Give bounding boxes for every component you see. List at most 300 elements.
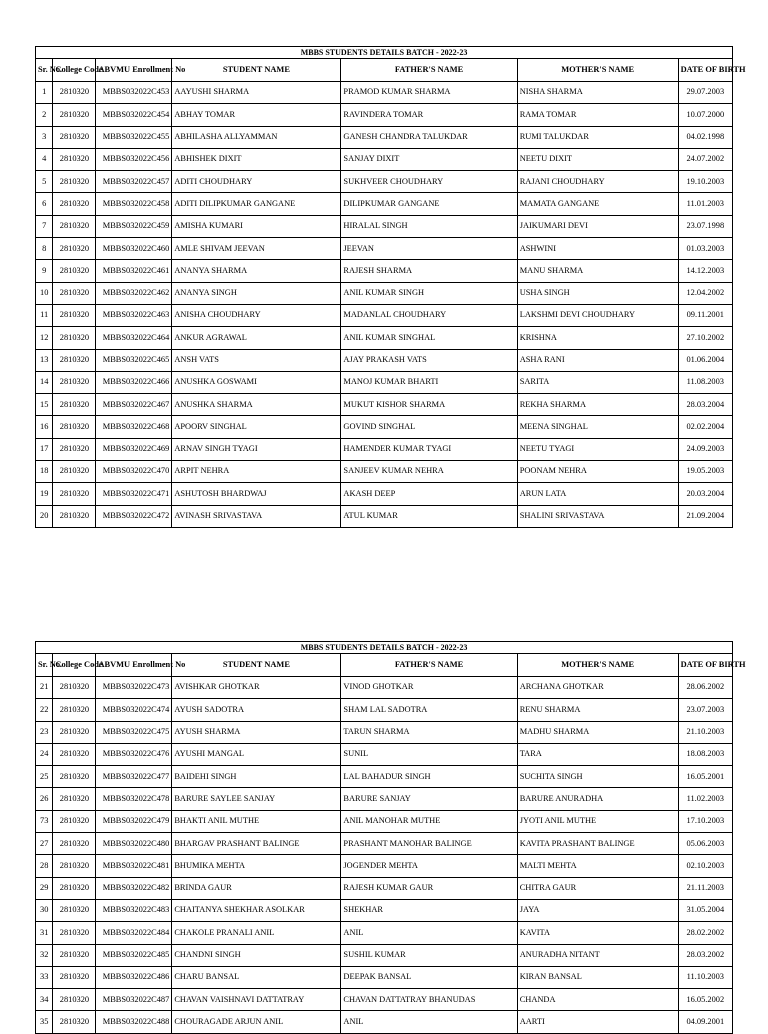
cell-date-of-birth: 28.06.2002 — [678, 677, 732, 699]
table-row — [36, 82, 733, 104]
cell-date-of-birth: 12.04.2002 — [678, 282, 732, 304]
cell-date-of-birth: 28.02.2002 — [678, 922, 732, 944]
table-row — [36, 721, 733, 743]
cell-mother-name: RAJANI CHOUDHARY — [517, 171, 678, 193]
cell-date-of-birth: 01.06.2004 — [678, 349, 732, 371]
cell-father-name: PRASHANT MANOHAR BALINGE — [341, 833, 517, 855]
cell-father-name: TARUN SHARMA — [341, 721, 517, 743]
table-row — [36, 699, 733, 721]
cell-mother-name: MEENA SINGHAL — [517, 416, 678, 438]
cell-student-name: CHAITANYA SHEKHAR ASOLKAR — [172, 899, 341, 921]
table-row — [36, 483, 733, 505]
cell-father-name: SHEKHAR — [341, 899, 517, 921]
cell-college-code: 2810320 — [53, 833, 96, 855]
cell-enrollment-no: MBBS032022C474 — [96, 699, 172, 721]
cell-student-name: CHOURAGADE ARJUN ANIL — [172, 1011, 341, 1033]
cell-student-name: ANANYA SINGH — [172, 282, 341, 304]
cell-date-of-birth: 27.10.2002 — [678, 327, 732, 349]
cell-sr-no: 1 — [36, 82, 53, 104]
cell-mother-name: BARURE ANURADHA — [517, 788, 678, 810]
table-row — [36, 877, 733, 899]
cell-father-name: MUKUT KISHOR SHARMA — [341, 394, 517, 416]
table-row — [36, 989, 733, 1011]
cell-date-of-birth: 19.05.2003 — [678, 461, 732, 483]
table-row — [36, 743, 733, 765]
cell-sr-no: 21 — [36, 677, 53, 699]
cell-date-of-birth: 09.11.2001 — [678, 304, 732, 326]
cell-enrollment-no: MBBS032022C481 — [96, 855, 172, 877]
cell-enrollment-no: MBBS032022C477 — [96, 766, 172, 788]
cell-enrollment-no: MBBS032022C480 — [96, 833, 172, 855]
cell-date-of-birth: 02.02.2004 — [678, 416, 732, 438]
cell-student-name: AAYUSHI SHARMA — [172, 82, 341, 104]
column-header-row — [36, 59, 733, 82]
cell-college-code: 2810320 — [53, 349, 96, 371]
table-row — [36, 1011, 733, 1033]
table-title: MBBS STUDENTS DETAILS BATCH - 2022-23 — [36, 47, 733, 59]
cell-student-name: CHAKOLE PRANALI ANIL — [172, 922, 341, 944]
cell-father-name: DEEPAK BANSAL — [341, 966, 517, 988]
table-row — [36, 215, 733, 237]
cell-student-name: ABHISHEK DIXIT — [172, 148, 341, 170]
cell-mother-name: KAVITA PRASHANT BALINGE — [517, 833, 678, 855]
cell-college-code: 2810320 — [53, 989, 96, 1011]
table-row — [36, 833, 733, 855]
header-date-of-birth: DATE OF BIRTH — [678, 59, 732, 82]
table-title-row — [36, 642, 733, 654]
cell-enrollment-no: MBBS032022C472 — [96, 505, 172, 527]
cell-father-name: RAJESH SHARMA — [341, 260, 517, 282]
cell-student-name: AMLE SHIVAM JEEVAN — [172, 238, 341, 260]
cell-date-of-birth: 11.08.2003 — [678, 371, 732, 393]
cell-sr-no: 12 — [36, 327, 53, 349]
cell-student-name: ANISHA CHOUDHARY — [172, 304, 341, 326]
cell-father-name: ANIL MANOHAR MUTHE — [341, 810, 517, 832]
cell-sr-no: 5 — [36, 171, 53, 193]
cell-college-code: 2810320 — [53, 505, 96, 527]
cell-mother-name: NEETU DIXIT — [517, 148, 678, 170]
cell-student-name: AMISHA KUMARI — [172, 215, 341, 237]
cell-enrollment-no: MBBS032022C465 — [96, 349, 172, 371]
header-sr-no: Sr. No. — [36, 59, 53, 82]
cell-enrollment-no: MBBS032022C457 — [96, 171, 172, 193]
cell-date-of-birth: 02.10.2003 — [678, 855, 732, 877]
header-student-name: STUDENT NAME — [172, 654, 341, 677]
cell-father-name: DILIPKUMAR GANGANE — [341, 193, 517, 215]
cell-sr-no: 10 — [36, 282, 53, 304]
cell-father-name: ATUL KUMAR — [341, 505, 517, 527]
table-row — [36, 766, 733, 788]
cell-date-of-birth: 14.12.2003 — [678, 260, 732, 282]
cell-college-code: 2810320 — [53, 788, 96, 810]
cell-college-code: 2810320 — [53, 721, 96, 743]
cell-enrollment-no: MBBS032022C461 — [96, 260, 172, 282]
cell-enrollment-no: MBBS032022C462 — [96, 282, 172, 304]
cell-sr-no: 31 — [36, 922, 53, 944]
cell-college-code: 2810320 — [53, 238, 96, 260]
cell-college-code: 2810320 — [53, 416, 96, 438]
cell-student-name: APOORV SINGHAL — [172, 416, 341, 438]
cell-father-name: GANESH CHANDRA TALUKDAR — [341, 126, 517, 148]
cell-sr-no: 3 — [36, 126, 53, 148]
cell-college-code: 2810320 — [53, 394, 96, 416]
cell-college-code: 2810320 — [53, 282, 96, 304]
cell-father-name: SUSHIL KUMAR — [341, 944, 517, 966]
cell-enrollment-no: MBBS032022C470 — [96, 461, 172, 483]
header-father-name: FATHER'S NAME — [341, 59, 517, 82]
cell-date-of-birth: 18.08.2003 — [678, 743, 732, 765]
cell-sr-no: 15 — [36, 394, 53, 416]
cell-college-code: 2810320 — [53, 260, 96, 282]
cell-student-name: ANKUR AGRAWAL — [172, 327, 341, 349]
table-row — [36, 327, 733, 349]
cell-sr-no: 9 — [36, 260, 53, 282]
cell-date-of-birth: 23.07.1998 — [678, 215, 732, 237]
cell-date-of-birth: 17.10.2003 — [678, 810, 732, 832]
cell-enrollment-no: MBBS032022C483 — [96, 899, 172, 921]
header-sr-no: Sr. No. — [36, 654, 53, 677]
cell-student-name: BAIDEHI SINGH — [172, 766, 341, 788]
cell-student-name: ADITI CHOUDHARY — [172, 171, 341, 193]
cell-student-name: BARURE SAYLEE SANJAY — [172, 788, 341, 810]
cell-college-code: 2810320 — [53, 371, 96, 393]
cell-sr-no: 7 — [36, 215, 53, 237]
cell-date-of-birth: 21.11.2003 — [678, 877, 732, 899]
cell-student-name: CHAVAN VAISHNAVI DATTATRAY — [172, 989, 341, 1011]
cell-mother-name: KAVITA — [517, 922, 678, 944]
cell-father-name: ANIL — [341, 922, 517, 944]
cell-father-name: GOVIND SINGHAL — [341, 416, 517, 438]
cell-date-of-birth: 01.03.2003 — [678, 238, 732, 260]
cell-enrollment-no: MBBS032022C479 — [96, 810, 172, 832]
cell-student-name: BRINDA GAUR — [172, 877, 341, 899]
table-row — [36, 282, 733, 304]
cell-father-name: ANIL KUMAR SINGHAL — [341, 327, 517, 349]
cell-father-name: JEEVAN — [341, 238, 517, 260]
header-enrollment-no: ABVMU Enrollment No — [96, 59, 172, 82]
cell-mother-name: ARCHANA GHOTKAR — [517, 677, 678, 699]
cell-student-name: AYUSH SHARMA — [172, 721, 341, 743]
cell-enrollment-no: MBBS032022C475 — [96, 721, 172, 743]
cell-college-code: 2810320 — [53, 699, 96, 721]
cell-date-of-birth: 16.05.2001 — [678, 766, 732, 788]
cell-mother-name: REKHA SHARMA — [517, 394, 678, 416]
cell-father-name: BARURE SANJAY — [341, 788, 517, 810]
cell-enrollment-no: MBBS032022C458 — [96, 193, 172, 215]
cell-student-name: BHUMIKA MEHTA — [172, 855, 341, 877]
cell-mother-name: JYOTI ANIL MUTHE — [517, 810, 678, 832]
cell-enrollment-no: MBBS032022C488 — [96, 1011, 172, 1033]
cell-date-of-birth: 29.07.2003 — [678, 82, 732, 104]
cell-father-name: MADANLAL CHOUDHARY — [341, 304, 517, 326]
cell-date-of-birth: 05.06.2003 — [678, 833, 732, 855]
header-mother-name: MOTHER'S NAME — [517, 654, 678, 677]
cell-enrollment-no: MBBS032022C471 — [96, 483, 172, 505]
cell-college-code: 2810320 — [53, 104, 96, 126]
table-row — [36, 438, 733, 460]
cell-college-code: 2810320 — [53, 126, 96, 148]
cell-father-name: PRAMOD KUMAR SHARMA — [341, 82, 517, 104]
cell-student-name: AYUSHI MANGAL — [172, 743, 341, 765]
cell-mother-name: SUCHITA SINGH — [517, 766, 678, 788]
cell-father-name: SHAM LAL SADOTRA — [341, 699, 517, 721]
cell-college-code: 2810320 — [53, 922, 96, 944]
cell-enrollment-no: MBBS032022C454 — [96, 104, 172, 126]
cell-father-name: MANOJ KUMAR BHARTI — [341, 371, 517, 393]
cell-enrollment-no: MBBS032022C469 — [96, 438, 172, 460]
header-student-name: STUDENT NAME — [172, 59, 341, 82]
cell-enrollment-no: MBBS032022C467 — [96, 394, 172, 416]
cell-father-name: HAMENDER KUMAR TYAGI — [341, 438, 517, 460]
cell-mother-name: MADHU SHARMA — [517, 721, 678, 743]
cell-mother-name: ARUN LATA — [517, 483, 678, 505]
cell-mother-name: MALTI MEHTA — [517, 855, 678, 877]
table-body-1 — [36, 82, 733, 528]
cell-mother-name: NEETU TYAGI — [517, 438, 678, 460]
cell-date-of-birth: 21.09.2004 — [678, 505, 732, 527]
table-row — [36, 810, 733, 832]
students-table-2 — [35, 641, 746, 1034]
header-college-code: College Code — [53, 59, 96, 82]
cell-father-name: SANJAY DIXIT — [341, 148, 517, 170]
cell-student-name: CHARU BANSAL — [172, 966, 341, 988]
cell-enrollment-no: MBBS032022C453 — [96, 82, 172, 104]
table-row — [36, 677, 733, 699]
cell-college-code: 2810320 — [53, 944, 96, 966]
cell-mother-name: RUMI TALUKDAR — [517, 126, 678, 148]
cell-enrollment-no: MBBS032022C460 — [96, 238, 172, 260]
cell-date-of-birth: 24.09.2003 — [678, 438, 732, 460]
cell-enrollment-no: MBBS032022C478 — [96, 788, 172, 810]
cell-sr-no: 25 — [36, 766, 53, 788]
cell-mother-name: ANURADHA NITANT — [517, 944, 678, 966]
cell-college-code: 2810320 — [53, 461, 96, 483]
cell-date-of-birth: 04.09.2001 — [678, 1011, 732, 1033]
cell-father-name: AKASH DEEP — [341, 483, 517, 505]
cell-date-of-birth: 24.07.2002 — [678, 148, 732, 170]
cell-father-name: VINOD GHOTKAR — [341, 677, 517, 699]
table-row — [36, 260, 733, 282]
cell-date-of-birth: 19.10.2003 — [678, 171, 732, 193]
cell-sr-no: 4 — [36, 148, 53, 170]
cell-mother-name: MAMATA GANGANE — [517, 193, 678, 215]
cell-enrollment-no: MBBS032022C456 — [96, 148, 172, 170]
cell-student-name: BHAKTI ANIL MUTHE — [172, 810, 341, 832]
students-table-1 — [35, 46, 746, 528]
cell-mother-name: SARITA — [517, 371, 678, 393]
cell-mother-name: LAKSHMI DEVI CHOUDHARY — [517, 304, 678, 326]
cell-father-name: AJAY PRAKASH VATS — [341, 349, 517, 371]
cell-date-of-birth: 11.10.2003 — [678, 966, 732, 988]
table-title: MBBS STUDENTS DETAILS BATCH - 2022-23 — [36, 642, 733, 654]
cell-enrollment-no: MBBS032022C476 — [96, 743, 172, 765]
cell-father-name: CHAVAN DATTATRAY BHANUDAS — [341, 989, 517, 1011]
cell-mother-name: ASHA RANI — [517, 349, 678, 371]
cell-date-of-birth: 16.05.2002 — [678, 989, 732, 1011]
cell-mother-name: RENU SHARMA — [517, 699, 678, 721]
cell-sr-no: 33 — [36, 966, 53, 988]
cell-mother-name: KRISHNA — [517, 327, 678, 349]
table-row — [36, 148, 733, 170]
cell-mother-name: USHA SINGH — [517, 282, 678, 304]
cell-mother-name: ASHWINI — [517, 238, 678, 260]
cell-sr-no: 2 — [36, 104, 53, 126]
cell-enrollment-no: MBBS032022C464 — [96, 327, 172, 349]
table-row — [36, 788, 733, 810]
cell-college-code: 2810320 — [53, 1011, 96, 1033]
cell-sr-no: 19 — [36, 483, 53, 505]
cell-mother-name: JAIKUMARI DEVI — [517, 215, 678, 237]
cell-sr-no: 17 — [36, 438, 53, 460]
cell-college-code: 2810320 — [53, 438, 96, 460]
cell-sr-no: 13 — [36, 349, 53, 371]
cell-student-name: ABHAY TOMAR — [172, 104, 341, 126]
cell-mother-name: CHANDA — [517, 989, 678, 1011]
cell-father-name: HIRALAL SINGH — [341, 215, 517, 237]
cell-sr-no: 34 — [36, 989, 53, 1011]
cell-student-name: ANSH VATS — [172, 349, 341, 371]
cell-student-name: ARNAV SINGH TYAGI — [172, 438, 341, 460]
cell-student-name: ANUSHKA SHARMA — [172, 394, 341, 416]
cell-college-code: 2810320 — [53, 855, 96, 877]
cell-sr-no: 18 — [36, 461, 53, 483]
cell-date-of-birth: 21.10.2003 — [678, 721, 732, 743]
table-row — [36, 416, 733, 438]
table-row — [36, 171, 733, 193]
table-row — [36, 126, 733, 148]
table-row — [36, 104, 733, 126]
cell-mother-name: SHALINI SRIVASTAVA — [517, 505, 678, 527]
cell-mother-name: AARTI — [517, 1011, 678, 1033]
cell-enrollment-no: MBBS032022C468 — [96, 416, 172, 438]
cell-sr-no: 16 — [36, 416, 53, 438]
cell-student-name: ADITI DILIPKUMAR GANGANE — [172, 193, 341, 215]
cell-student-name: ABHILASHA ALLYAMMAN — [172, 126, 341, 148]
cell-sr-no: 28 — [36, 855, 53, 877]
cell-date-of-birth: 31.05.2004 — [678, 899, 732, 921]
cell-date-of-birth: 28.03.2002 — [678, 944, 732, 966]
cell-college-code: 2810320 — [53, 677, 96, 699]
table-row — [36, 193, 733, 215]
cell-sr-no: 26 — [36, 788, 53, 810]
cell-enrollment-no: MBBS032022C487 — [96, 989, 172, 1011]
cell-student-name: ASHUTOSH BHARDWAJ — [172, 483, 341, 505]
cell-enrollment-no: MBBS032022C482 — [96, 877, 172, 899]
cell-student-name: CHANDNI SINGH — [172, 944, 341, 966]
cell-mother-name: RAMA TOMAR — [517, 104, 678, 126]
header-date-of-birth: DATE OF BIRTH — [678, 654, 732, 677]
table-row — [36, 304, 733, 326]
cell-enrollment-no: MBBS032022C484 — [96, 922, 172, 944]
table-body-2 — [36, 677, 733, 1034]
header-enrollment-no: ABVMU Enrollment No — [96, 654, 172, 677]
cell-sr-no: 24 — [36, 743, 53, 765]
cell-date-of-birth: 10.07.2000 — [678, 104, 732, 126]
table-row — [36, 944, 733, 966]
table-row — [36, 855, 733, 877]
cell-enrollment-no: MBBS032022C473 — [96, 677, 172, 699]
header-mother-name: MOTHER'S NAME — [517, 59, 678, 82]
cell-sr-no: 29 — [36, 877, 53, 899]
cell-enrollment-no: MBBS032022C466 — [96, 371, 172, 393]
cell-father-name: SUKHVEER CHOUDHARY — [341, 171, 517, 193]
cell-college-code: 2810320 — [53, 215, 96, 237]
cell-sr-no: 6 — [36, 193, 53, 215]
cell-student-name: AVINASH SRIVASTAVA — [172, 505, 341, 527]
cell-enrollment-no: MBBS032022C463 — [96, 304, 172, 326]
table-row — [36, 371, 733, 393]
cell-college-code: 2810320 — [53, 171, 96, 193]
cell-sr-no: 30 — [36, 899, 53, 921]
cell-father-name: SUNIL — [341, 743, 517, 765]
table-row — [36, 922, 733, 944]
table-row — [36, 505, 733, 527]
cell-father-name: SANJEEV KUMAR NEHRA — [341, 461, 517, 483]
cell-college-code: 2810320 — [53, 877, 96, 899]
cell-mother-name: CHITRA GAUR — [517, 877, 678, 899]
cell-sr-no: 35 — [36, 1011, 53, 1033]
cell-college-code: 2810320 — [53, 304, 96, 326]
table-row — [36, 461, 733, 483]
header-college-code: College Code — [53, 654, 96, 677]
table-row — [36, 899, 733, 921]
cell-student-name: ANUSHKA GOSWAMI — [172, 371, 341, 393]
cell-father-name: RAJESH KUMAR GAUR — [341, 877, 517, 899]
cell-college-code: 2810320 — [53, 483, 96, 505]
cell-sr-no: 27 — [36, 833, 53, 855]
header-father-name: FATHER'S NAME — [341, 654, 517, 677]
cell-college-code: 2810320 — [53, 193, 96, 215]
cell-college-code: 2810320 — [53, 966, 96, 988]
cell-date-of-birth: 20.03.2004 — [678, 483, 732, 505]
cell-sr-no: 23 — [36, 721, 53, 743]
cell-father-name: LAL BAHADUR SINGH — [341, 766, 517, 788]
table-row — [36, 394, 733, 416]
cell-sr-no: 22 — [36, 699, 53, 721]
cell-student-name: ARPIT NEHRA — [172, 461, 341, 483]
cell-sr-no: 11 — [36, 304, 53, 326]
cell-mother-name: TARA — [517, 743, 678, 765]
cell-enrollment-no: MBBS032022C455 — [96, 126, 172, 148]
cell-father-name: RAVINDERA TOMAR — [341, 104, 517, 126]
table-row — [36, 966, 733, 988]
cell-college-code: 2810320 — [53, 899, 96, 921]
cell-date-of-birth: 11.02.2003 — [678, 788, 732, 810]
cell-mother-name: KIRAN BANSAL — [517, 966, 678, 988]
cell-mother-name: JAYA — [517, 899, 678, 921]
cell-date-of-birth: 28.03.2004 — [678, 394, 732, 416]
cell-student-name: ANANYA SHARMA — [172, 260, 341, 282]
cell-sr-no: 8 — [36, 238, 53, 260]
cell-sr-no: 32 — [36, 944, 53, 966]
table-row — [36, 349, 733, 371]
cell-mother-name: POONAM NEHRA — [517, 461, 678, 483]
cell-college-code: 2810320 — [53, 743, 96, 765]
cell-date-of-birth: 11.01.2003 — [678, 193, 732, 215]
cell-student-name: AYUSH SADOTRA — [172, 699, 341, 721]
cell-mother-name: NISHA SHARMA — [517, 82, 678, 104]
cell-college-code: 2810320 — [53, 82, 96, 104]
table-row — [36, 238, 733, 260]
cell-enrollment-no: MBBS032022C486 — [96, 966, 172, 988]
cell-mother-name: MANU SHARMA — [517, 260, 678, 282]
cell-father-name: ANIL KUMAR SINGH — [341, 282, 517, 304]
cell-enrollment-no: MBBS032022C459 — [96, 215, 172, 237]
cell-student-name: AVISHKAR GHOTKAR — [172, 677, 341, 699]
cell-enrollment-no: MBBS032022C485 — [96, 944, 172, 966]
cell-college-code: 2810320 — [53, 148, 96, 170]
cell-father-name: JOGENDER MEHTA — [341, 855, 517, 877]
